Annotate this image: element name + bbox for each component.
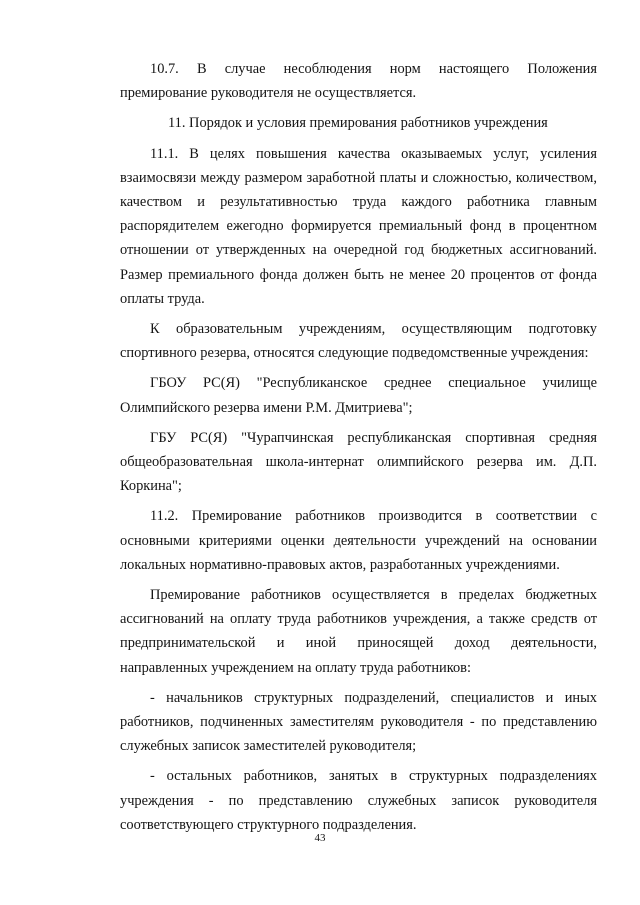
paragraph-11-2: 11.2. Премирование работников производится в соответствии с основными критериями оценки деятельности учреждений на основании локальных нормативно-правовых актов, разработанных учреждениями.: [120, 508, 597, 573]
paragraph-10-7: 10.7. В случае несоблюдения норм настоящего Положения премирование руководителя не осуществляется.: [120, 61, 597, 102]
list-item-other-employees: - остальных работников, занятых в структурных подразделениях учреждения - по представлению служебных записок руководителя соответствующего структурного подразделения.: [120, 768, 597, 833]
list-item-department-heads: - начальников структурных подразделений, специалистов и иных работников, подчиненных заместителям руководителя - по представлению служебных записок заместителей руководителя;: [120, 689, 597, 755]
page-number: 43: [314, 832, 326, 844]
paragraph-bonus-funding: Премирование работников осуществляется в пределах бюджетных ассигнований на оплату труда работников учреждения, а также средств от предпринимательской и иной приносящей доход деятельности, направленных учреждением на оплату труда работников:: [120, 587, 597, 676]
paragraph-institution-gbou: ГБОУ РС(Я) "Республиканское среднее специальное училище Олимпийского резерва имени Р.М. Дмитриева";: [120, 375, 597, 416]
paragraph-institution-gbu: ГБУ РС(Я) "Чурапчинская республиканская спортивная средняя общеобразовательная школа-интернат олимпийского резерва им. Д.П. Коркина";: [120, 429, 597, 495]
paragraph-sports-reserve-institutions: К образовательным учреждениям, осуществляющим подготовку спортивного резерва, относятся следующие подведомственные учреждения:: [120, 321, 597, 362]
document-body: [120, 57, 597, 837]
section-heading-11: 11. Порядок и условия премирования работников учреждения: [168, 115, 548, 132]
paragraph-11-1: 11.1. В целях повышения качества оказываемых услуг, усиления взаимосвязи между размером заработной платы и сложностью, количеством, качеством и результативностью труда каждого работника главным распорядителем ежегодно формируется премиальный фонд в процентном отношении от утвержденных на очередной год бюджетных ассигнований. Размер премиального фонда должен быть не менее 20 процентов от фонда оплаты труда.: [120, 145, 597, 307]
